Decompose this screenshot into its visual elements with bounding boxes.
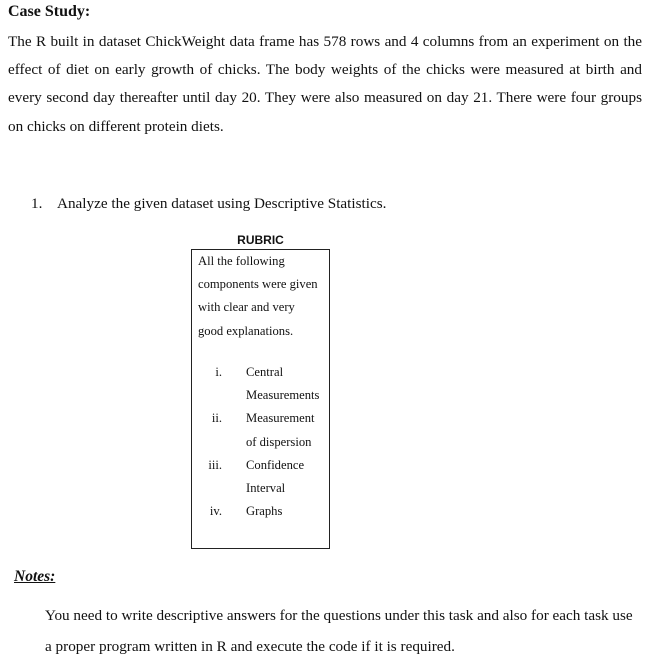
notes-text: You need to write descriptive answers for the questions under this task and also for each task use a proper program written in R and execute the code if it is required. <box>45 607 633 655</box>
rubric-item-number: i. <box>215 365 222 379</box>
rubric-item-number: iii. <box>208 457 222 472</box>
rubric-list <box>192 361 329 523</box>
rubric-box <box>191 249 330 549</box>
rubric-item <box>192 454 329 500</box>
case-study-intro: The R built in dataset ChickWeight data frame has 578 rows and 4 columns from an experiment on the effect of diet on early growth of chicks. The body weights of the chicks were measured at birth and every second day thereafter until day 20. They were also measured on day 21. There were four groups on chicks on different protein diets. <box>8 33 642 135</box>
question-number: 1. <box>31 195 43 212</box>
rubric-intro: All the following components were given with clear and very good explanations. <box>198 254 318 338</box>
rubric-item-text: Central Measurements <box>246 365 320 403</box>
rubric-item-text: Measurement of dispersion <box>246 411 315 449</box>
rubric-item <box>192 407 329 453</box>
rubric-heading: RUBRIC <box>237 233 284 247</box>
question-text: Analyze the given dataset using Descriptive Statistics. <box>57 195 387 212</box>
question-1 <box>31 195 386 213</box>
rubric-item-number: iv. <box>209 504 222 519</box>
rubric-item-text: Confidence Interval <box>246 457 305 496</box>
case-study-title: Case Study: <box>8 3 91 20</box>
rubric-item-text: Graphs <box>246 504 283 519</box>
rubric-item <box>192 361 329 407</box>
notes-label: Notes: <box>14 568 56 585</box>
rubric-item <box>192 500 329 523</box>
rubric-item-number: ii. <box>211 411 222 426</box>
